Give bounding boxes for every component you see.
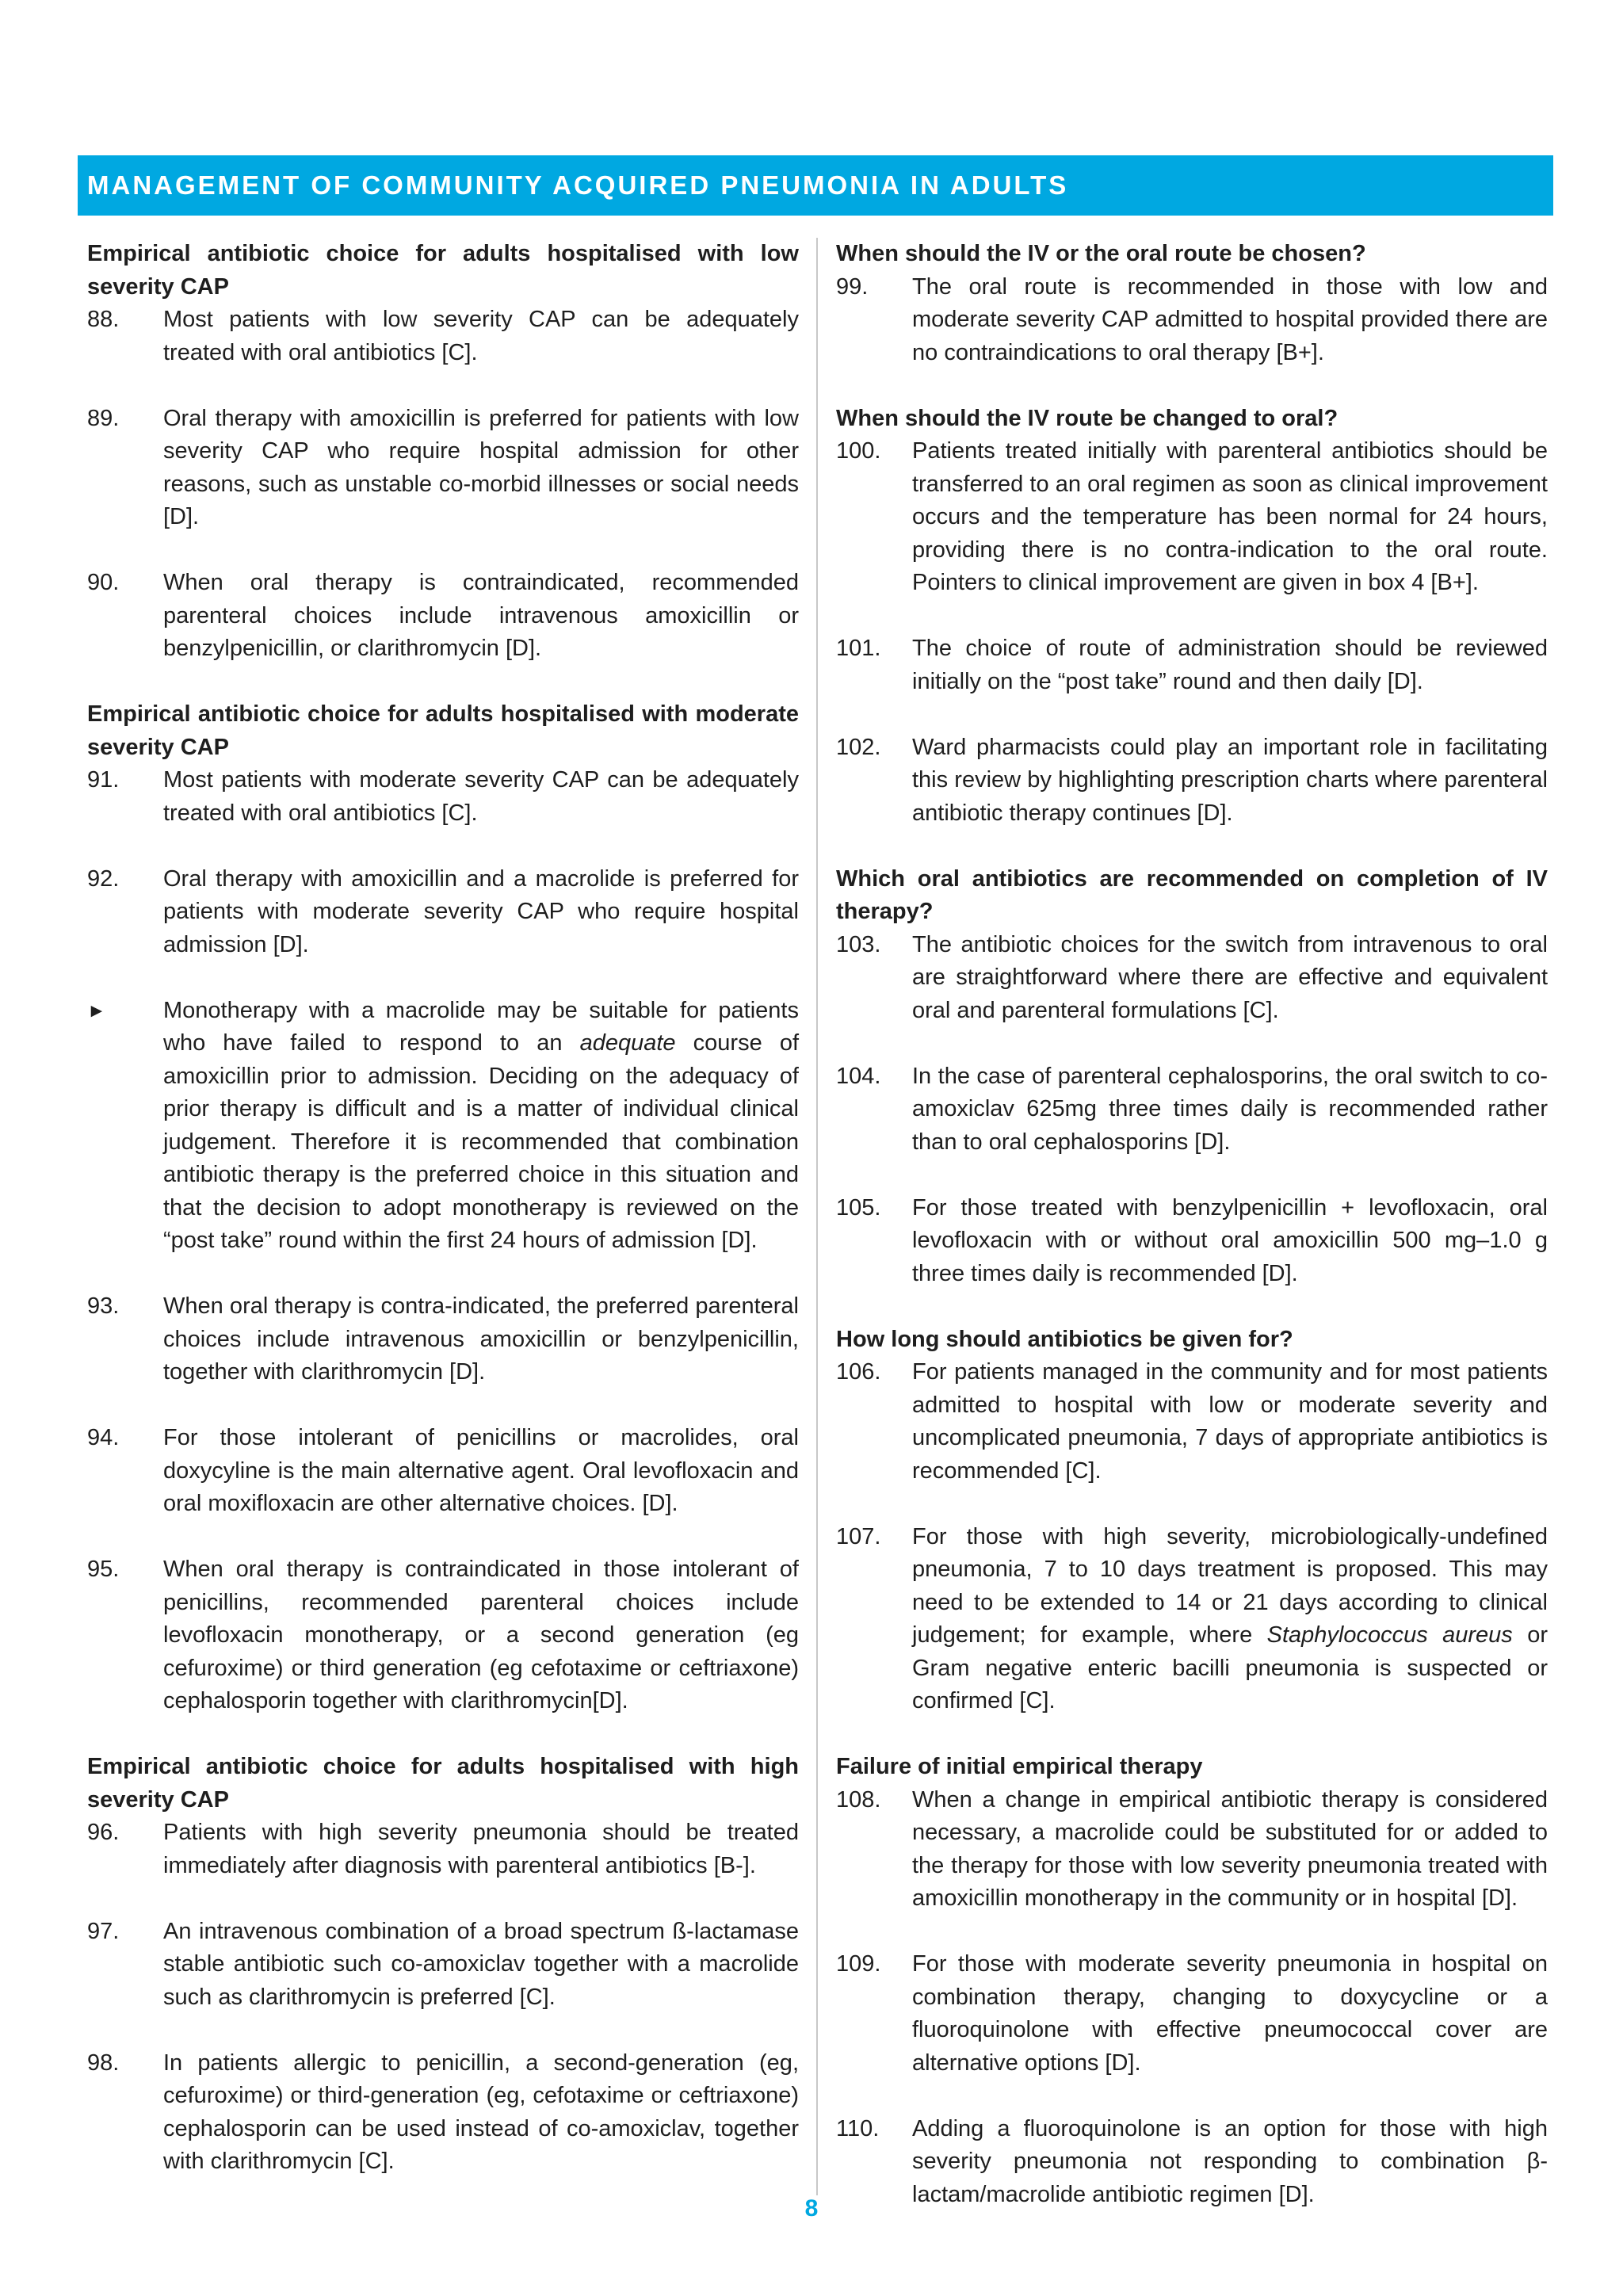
- section-iv-or-oral: [836, 238, 1548, 369]
- section-heading: When should the IV or the oral route be chosen?: [836, 241, 1366, 266]
- item-number: 103.: [836, 931, 881, 957]
- recommendation-item: [836, 1948, 1548, 2080]
- recommendation-item: [87, 1916, 799, 2015]
- section-heading: How long should antibiotics be given for?: [836, 1326, 1293, 1352]
- column-divider: [816, 238, 818, 2195]
- section-heading: Empirical antibiotic choice for adults hospitalised with high severity CAP: [87, 1754, 799, 1813]
- item-number: 100.: [836, 438, 881, 464]
- section-heading: Failure of initial empirical therapy: [836, 1754, 1203, 1779]
- item-number: 97.: [87, 1918, 120, 1944]
- section-heading: Which oral antibiotics are recommended on completion of IV therapy?: [836, 865, 1548, 924]
- recommendation-item: [836, 1784, 1548, 1916]
- item-text: Patients treated initially with parenteral antibiotics should be transferred to an oral regimen as soon as clinical improvement occurs and the temperature has been normal for 24 hours, providing there is no contra-indication to the oral route. Pointers to clinical improvement are given in box 4 [B+].: [912, 438, 1548, 595]
- section-heading: Empirical antibiotic choice for adults hospitalised with low severity CAP: [87, 241, 799, 300]
- recommendation-item: [87, 863, 799, 962]
- section-heading: Empirical antibiotic choice for adults hospitalised with moderate severity CAP: [87, 701, 799, 760]
- item-number: 104.: [836, 1063, 881, 1089]
- section-low-severity: [87, 238, 799, 666]
- recommendation-item: [87, 304, 799, 369]
- item-number: 109.: [836, 1951, 881, 1977]
- item-number: 93.: [87, 1293, 120, 1319]
- item-number: 106.: [836, 1359, 881, 1385]
- section-banner: [78, 155, 1553, 216]
- item-number: 108.: [836, 1786, 881, 1813]
- item-text: Adding a fluoroquinolone is an option for those with high severity pneumonia not responding to combination β-lactam/macrolide antibiotic regimen [D].: [912, 2115, 1548, 2207]
- recommendation-item: [836, 732, 1548, 831]
- item-number: 89.: [87, 405, 120, 431]
- item-text: When oral therapy is contraindicated in those intolerant of penicillins, recommended parenteral choices include levofloxacin monotherapy, or a second generation (eg cefuroxime) or third generation (eg cefotaxime or ceftriaxone) cephalosporin together with clarithromycin[D].: [163, 1557, 799, 1713]
- recommendation-item: [836, 435, 1548, 600]
- item-number: 99.: [836, 273, 869, 300]
- section-duration: [836, 1324, 1548, 1718]
- good-practice-point: [87, 995, 799, 1258]
- recommendation-item: [836, 632, 1548, 698]
- recommendation-item: [87, 1422, 799, 1521]
- item-text: Oral therapy with amoxicillin is preferred for patients with low severity CAP who require hospital admission for other reasons, such as unstable co-morbid illnesses or social needs [D].: [163, 405, 799, 529]
- item-number: 91.: [87, 767, 120, 793]
- item-text: For patients managed in the community and for most patients admitted to hospital with low or moderate severity and uncomplicated pneumonia, 7 days of appropriate antibiotics is recommended [C].: [912, 1359, 1548, 1484]
- item-text: For those with high severity, microbiologically-undefined pneumonia, 7 to 10 days treatment is proposed. This may need to be extended to 14 or 21 days according to clinical judgement; for example, where Staphylococcus aureus or Gram negative enteric bacilli pneumonia is suspected or confirmed [C].: [912, 1523, 1549, 1713]
- item-text: When oral therapy is contra-indicated, the preferred parenteral choices include intravenous amoxicillin or benzylpenicillin, together with clarithromycin [D].: [163, 1293, 799, 1385]
- item-number: 96.: [87, 1820, 120, 1845]
- item-text: The choice of route of administration should be reviewed initially on the “post take” round and then daily [D].: [912, 636, 1548, 694]
- arrow-icon: ►: [87, 999, 106, 1022]
- recommendation-item: [836, 929, 1548, 1028]
- item-text: Most patients with moderate severity CAP can be adequately treated with oral antibiotics [C].: [163, 767, 799, 826]
- item-text: Oral therapy with amoxicillin and a macrolide is preferred for patients with moderate severity CAP who require hospital admission [D].: [163, 865, 799, 957]
- recommendation-item: [87, 567, 799, 666]
- section-moderate-severity: [87, 698, 799, 1718]
- item-text: Ward pharmacists could play an important role in facilitating this review by highlighting prescription charts where parenteral antibiotic therapy continues [D].: [912, 734, 1548, 826]
- item-text: In patients allergic to penicillin, a second-generation (eg, cefuroxime) or third-generation (eg, cefotaxime or ceftriaxone) cephalosporin can be used instead of co-amoxiclav, together with clarithromycin [C].: [163, 2050, 799, 2174]
- recommendation-item: [87, 1290, 799, 1389]
- item-text: For those with moderate severity pneumonia in hospital on combination therapy, changing to doxycycline or a fluoroquinolone with effective pneumococcal cover are alternative options [D].: [912, 1951, 1548, 2076]
- section-oral-after-iv: [836, 863, 1548, 1291]
- item-text: When a change in empirical antibiotic therapy is considered necessary, a macrolide could be substituted for or added to the therapy for those with low severity pneumonia treated with amoxicillin monotherapy in the community or in hospital [D].: [912, 1786, 1548, 1911]
- item-number: 90.: [87, 570, 120, 595]
- right-column: [836, 238, 1548, 2244]
- section-iv-to-oral: [836, 403, 1548, 831]
- recommendation-item: [87, 2047, 799, 2179]
- item-text: For those intolerant of penicillins or macrolides, oral doxycyline is the main alternative agent. Oral levofloxacin and oral moxifloxacin are other alternative choices. [D].: [163, 1425, 799, 1516]
- item-text: Most patients with low severity CAP can be adequately treated with oral antibiotics [C].: [163, 307, 799, 365]
- recommendation-item: [836, 1521, 1548, 1718]
- item-text: In the case of parenteral cephalosporins, the oral switch to co-amoxiclav 625mg three times daily is recommended rather than to oral cephalosporins [D].: [912, 1063, 1548, 1155]
- item-number: 105.: [836, 1194, 881, 1221]
- item-number: 101.: [836, 636, 881, 661]
- recommendation-item: [87, 403, 799, 534]
- recommendation-item: [836, 1192, 1548, 1291]
- item-number: 92.: [87, 865, 120, 892]
- section-heading: When should the IV route be changed to oral?: [836, 405, 1338, 431]
- item-number: 98.: [87, 2050, 120, 2076]
- item-text: When oral therapy is contraindicated, recommended parenteral choices include intravenous amoxicillin or benzylpenicillin, or clarithromycin [D].: [163, 570, 799, 661]
- item-text: An intravenous combination of a broad spectrum ß-lactamase stable antibiotic such co-amoxiclav together with a macrolide such as clarithromycin is preferred [C].: [163, 1918, 799, 2010]
- banner-title: MANAGEMENT OF COMMUNITY ACQUIRED PNEUMONIA IN ADULTS: [87, 170, 1069, 200]
- item-number: 95.: [87, 1557, 120, 1582]
- recommendation-item: [836, 1356, 1548, 1488]
- section-high-severity: [87, 1751, 799, 2179]
- page-number: 8: [804, 2195, 819, 2222]
- section-failure: [836, 1751, 1548, 2211]
- recommendation-item: [836, 271, 1548, 370]
- item-number: 94.: [87, 1425, 120, 1450]
- left-column: [87, 238, 799, 2211]
- item-number: 110.: [836, 2115, 880, 2141]
- recommendation-item: [87, 1817, 799, 1882]
- item-number: 102.: [836, 734, 881, 760]
- item-text: Patients with high severity pneumonia should be treated immediately after diagnosis with parenteral antibiotics [B-].: [163, 1820, 799, 1878]
- item-text: Monotherapy with a macrolide may be suitable for patients who have failed to respond to an adequate course of amoxicillin prior to admission. Deciding on the adequacy of prior therapy is difficult and is a matter of individual clinical judgement. Therefore it is recommended that combination antibiotic therapy is the preferred choice in this situation and that the decision to adopt monotherapy is reviewed on the “post take” round within the first 24 hours of admission [D].: [163, 997, 800, 1253]
- recommendation-item: [836, 1060, 1548, 1159]
- recommendation-item: [87, 1553, 799, 1718]
- item-number: 107.: [836, 1523, 881, 1549]
- item-text: The oral route is recommended in those with low and moderate severity CAP admitted to hospital provided there are no contraindications to oral therapy [B+].: [912, 273, 1548, 365]
- item-number: 88.: [87, 307, 120, 332]
- item-text: The antibiotic choices for the switch from intravenous to oral are straightforward where there are effective and equivalent oral and parenteral formulations [C].: [912, 931, 1548, 1023]
- item-text: For those treated with benzylpenicillin + levofloxacin, oral levofloxacin with or without oral amoxicillin 500 mg–1.0 g three times daily is recommended [D].: [912, 1194, 1548, 1286]
- recommendation-item: [87, 764, 799, 830]
